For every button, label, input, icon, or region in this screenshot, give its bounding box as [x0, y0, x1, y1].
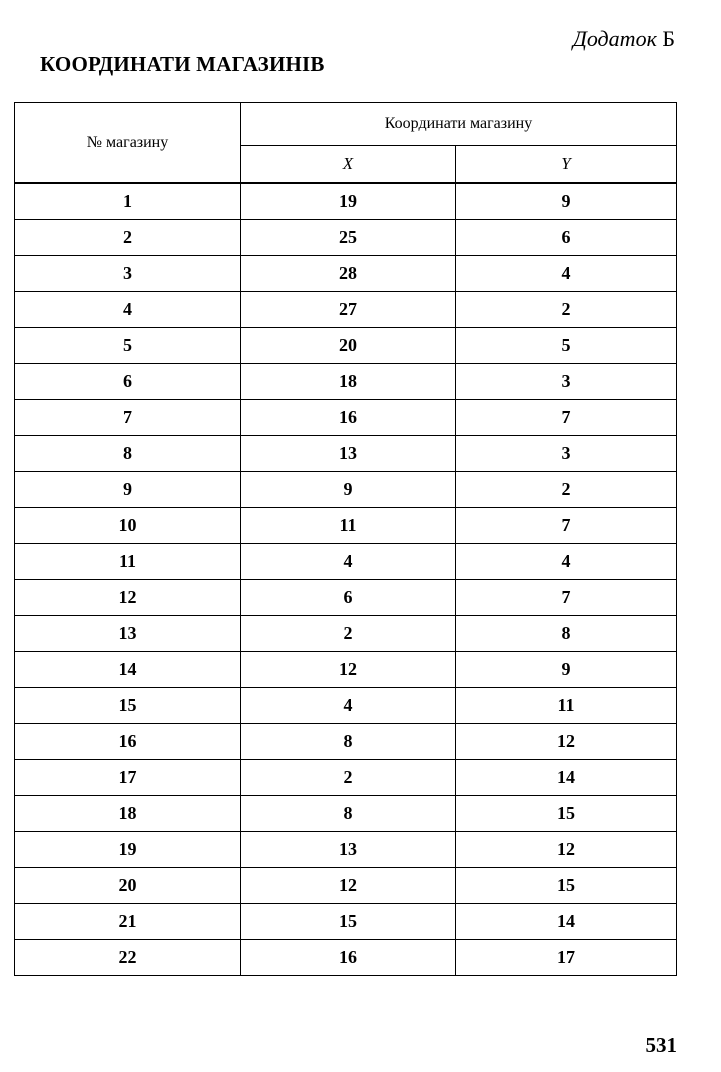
x-coordinate-cell: 18: [241, 364, 456, 400]
table-row: [15, 544, 677, 580]
y-coordinate-cell: 11: [456, 688, 677, 724]
x-coordinate-cell: 16: [241, 940, 456, 976]
x-coordinate-cell: 12: [241, 868, 456, 904]
table-row: [15, 868, 677, 904]
table-row: [15, 400, 677, 436]
x-coordinate-cell: 4: [241, 544, 456, 580]
y-coordinate-cell: 12: [456, 832, 677, 868]
x-coordinate-cell: 28: [241, 256, 456, 292]
x-coordinate-cell: 2: [241, 616, 456, 652]
y-coordinate-cell: 14: [456, 760, 677, 796]
table-row: [15, 832, 677, 868]
y-coordinate-cell: 7: [456, 400, 677, 436]
x-coordinate-cell: 16: [241, 400, 456, 436]
table-row: [15, 472, 677, 508]
x-coordinate-cell: 27: [241, 292, 456, 328]
store-number-cell: 3: [15, 256, 241, 292]
page-number: 531: [645, 1033, 677, 1057]
table-row: [15, 688, 677, 724]
y-coordinate-cell: 2: [456, 292, 677, 328]
y-coordinate-cell: 5: [456, 328, 677, 364]
x-coordinate-cell: 2: [241, 760, 456, 796]
x-coordinate-cell: 4: [241, 688, 456, 724]
table-row: [15, 364, 677, 400]
table-row: [15, 508, 677, 544]
table-row: [15, 940, 677, 976]
store-number-cell: 7: [15, 400, 241, 436]
page-title: КООРДИНАТИ МАГАЗИНІВ: [40, 52, 325, 76]
store-number-cell: 9: [15, 472, 241, 508]
store-number-cell: 21: [15, 904, 241, 940]
y-header: Y: [456, 146, 677, 184]
y-coordinate-cell: 15: [456, 796, 677, 832]
x-coordinate-cell: 11: [241, 508, 456, 544]
table-row: [15, 652, 677, 688]
header-row-top: [15, 103, 677, 146]
x-coordinate-cell: 8: [241, 724, 456, 760]
x-coordinate-cell: 9: [241, 472, 456, 508]
store-number-cell: 5: [15, 328, 241, 364]
table-body: [15, 183, 677, 976]
store-number-cell: 10: [15, 508, 241, 544]
table-row: [15, 328, 677, 364]
coordinates-table-container: [14, 102, 676, 976]
table-row: [15, 724, 677, 760]
x-coordinate-cell: 12: [241, 652, 456, 688]
coordinates-header: Координати магазину: [241, 103, 677, 146]
y-coordinate-cell: 2: [456, 472, 677, 508]
x-coordinate-cell: 13: [241, 832, 456, 868]
y-coordinate-cell: 4: [456, 256, 677, 292]
table-row: [15, 616, 677, 652]
table-row: [15, 183, 677, 220]
store-number-cell: 22: [15, 940, 241, 976]
table-row: [15, 220, 677, 256]
store-number-cell: 8: [15, 436, 241, 472]
store-number-cell: 1: [15, 183, 241, 220]
y-coordinate-cell: 6: [456, 220, 677, 256]
store-number-cell: 4: [15, 292, 241, 328]
store-number-cell: 17: [15, 760, 241, 796]
y-coordinate-cell: 7: [456, 580, 677, 616]
x-coordinate-cell: 20: [241, 328, 456, 364]
appendix-word: Додаток: [572, 26, 657, 51]
store-number-cell: 6: [15, 364, 241, 400]
x-coordinate-cell: 8: [241, 796, 456, 832]
x-coordinate-cell: 6: [241, 580, 456, 616]
store-number-cell: 20: [15, 868, 241, 904]
store-number-cell: 12: [15, 580, 241, 616]
x-coordinate-cell: 25: [241, 220, 456, 256]
x-header: X: [241, 146, 456, 184]
y-coordinate-cell: 4: [456, 544, 677, 580]
store-number-header: № магазину: [15, 103, 241, 184]
store-number-cell: 13: [15, 616, 241, 652]
y-coordinate-cell: 8: [456, 616, 677, 652]
store-number-cell: 16: [15, 724, 241, 760]
y-coordinate-cell: 9: [456, 652, 677, 688]
x-coordinate-cell: 19: [241, 183, 456, 220]
y-coordinate-cell: 3: [456, 436, 677, 472]
table-row: [15, 436, 677, 472]
store-number-cell: 18: [15, 796, 241, 832]
y-coordinate-cell: 7: [456, 508, 677, 544]
y-coordinate-cell: 17: [456, 940, 677, 976]
appendix-letter: Б: [662, 26, 675, 51]
store-number-cell: 14: [15, 652, 241, 688]
store-number-cell: 2: [15, 220, 241, 256]
y-coordinate-cell: 14: [456, 904, 677, 940]
table-row: [15, 256, 677, 292]
x-coordinate-cell: 15: [241, 904, 456, 940]
store-number-cell: 19: [15, 832, 241, 868]
store-number-cell: 11: [15, 544, 241, 580]
x-coordinate-cell: 13: [241, 436, 456, 472]
y-coordinate-cell: 3: [456, 364, 677, 400]
y-coordinate-cell: 12: [456, 724, 677, 760]
table-row: [15, 292, 677, 328]
y-coordinate-cell: 9: [456, 183, 677, 220]
table-row: [15, 760, 677, 796]
appendix-label: [573, 26, 675, 52]
y-coordinate-cell: 15: [456, 868, 677, 904]
table-row: [15, 796, 677, 832]
table-row: [15, 904, 677, 940]
table-row: [15, 580, 677, 616]
coordinates-table: [14, 102, 677, 976]
store-number-cell: 15: [15, 688, 241, 724]
